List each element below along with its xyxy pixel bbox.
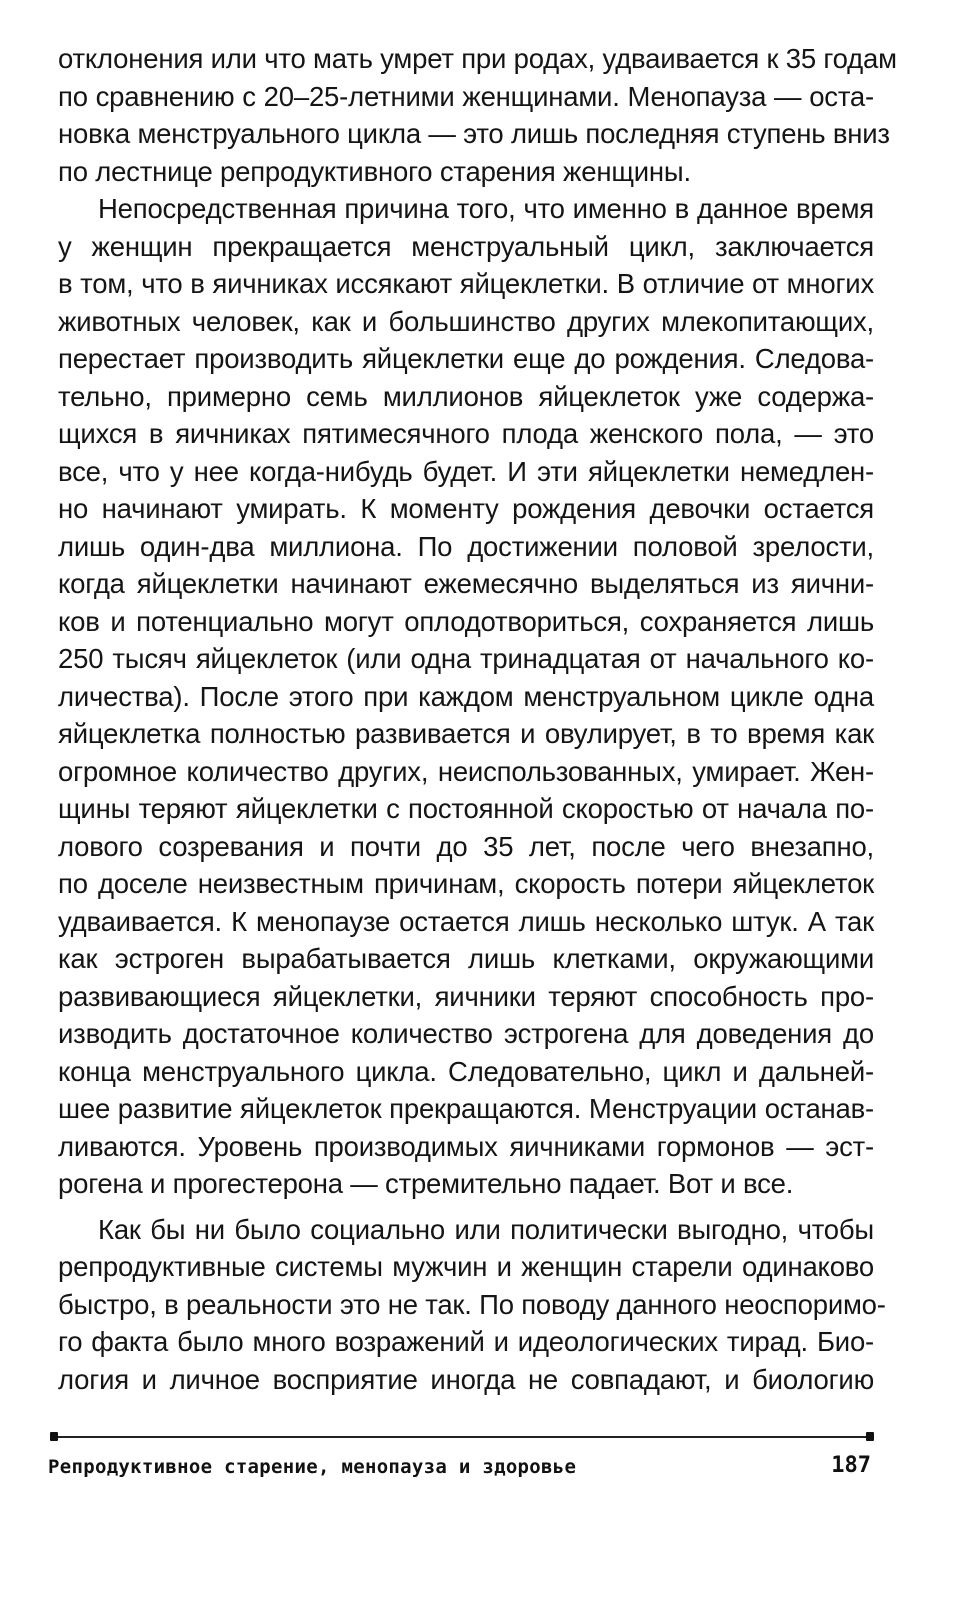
- page-number: 187: [831, 1453, 871, 1478]
- text-line: когда яйцеклетки начинают ежемесячно выделяться из яични-: [58, 568, 874, 599]
- text-line: щины теряют яйцеклетки с постоянной скоростью от начала по-: [58, 793, 874, 824]
- paragraph-start-line: Непосредственная причина того, что именно в данное время: [98, 193, 874, 224]
- text-line: тельно, примерно семь миллионов яйцеклеток уже содержа-: [58, 380, 874, 412]
- text-line: как эстроген вырабатывается лишь клетками, окружающими: [58, 943, 874, 974]
- running-footer-title: Репродуктивное старение, менопауза и здоровье: [48, 1456, 577, 1478]
- text-line: по доселе неизвестным причинам, скорость потери яйцеклеток: [58, 868, 874, 899]
- text-line: шее развитие яйцеклеток прекращаются. Менструации останав-: [58, 1093, 874, 1124]
- text-line: развивающиеся яйцеклетки, яичники теряют способность про-: [58, 980, 874, 1012]
- text-line: удваивается. К менопаузе остается лишь несколько штук. А так: [58, 905, 874, 937]
- text-line: все, что у нее когда-нибудь будет. И эти яйцеклетки немедлен-: [58, 455, 874, 487]
- text-line: перестает производить яйцеклетки еще до рождения. Следова-: [58, 343, 874, 374]
- text-line: новка менструального цикла — это лишь последняя ступень вниз: [58, 118, 890, 149]
- text-line: щихся в яичниках пятимесячного плода женского пола, — это: [58, 418, 874, 449]
- text-line: огромное количество других, неиспользованных, умирает. Жен-: [58, 755, 874, 787]
- text-line: репродуктивные системы мужчин и женщин старели одинаково: [58, 1251, 874, 1282]
- text-line: лишь один-два миллиона. По достижении половой зрелости,: [58, 530, 874, 562]
- footer-rule: [50, 1436, 872, 1438]
- text-line: го факта было много возражений и идеологических тирад. Био-: [58, 1326, 874, 1357]
- text-line: отклонения или что мать умрет при родах, удваивается к 35 годам: [58, 43, 897, 74]
- text-line: по лестнице репродуктивного старения женщины.: [58, 155, 691, 187]
- text-line: по сравнению с 20–25-летними женщинами. Менопауза — оста-: [58, 80, 874, 112]
- text-line: но начинают умирать. К моменту рождения девочки остается: [58, 493, 874, 524]
- text-line: ливаются. Уровень производимых яичниками гормонов — эст-: [58, 1130, 874, 1162]
- text-line: личества). После этого при каждом менструальном цикле одна: [58, 680, 874, 712]
- text-line: ков и потенциально могут оплодотвориться, сохраняется лишь: [58, 605, 874, 637]
- text-line: в том, что в яичниках иссякают яйцеклетки. В отличие от многих: [58, 268, 874, 299]
- text-line: конца менструального цикла. Следовательно, цикл и дальней-: [58, 1055, 874, 1087]
- rule-end-mark: [866, 1432, 874, 1441]
- text-line: быстро, в реальности это не так. По поводу данного неоспоримо-: [58, 1288, 886, 1320]
- text-line: рогена и прогестерона — стремительно падает. Вот и все.: [58, 1168, 794, 1199]
- rule-end-mark: [50, 1432, 58, 1441]
- body-text: [58, 40, 897, 1398]
- paragraph-start-line: Как бы ни было социально или политически выгодно, чтобы: [98, 1213, 874, 1245]
- text-line: логия и личное восприятие иногда не совпадают, и биологию: [58, 1363, 874, 1395]
- text-line: изводить достаточное количество эстрогена для доведения до: [58, 1018, 874, 1049]
- text-line: лового созревания и почти до 35 лет, после чего внезапно,: [58, 830, 874, 862]
- text-line: 250 тысяч яйцеклеток (или одна тринадцатая от начального ко-: [58, 643, 874, 674]
- paragraph-gap: [58, 1203, 874, 1211]
- text-line: яйцеклетка полностью развивается и овулирует, в то время как: [58, 718, 874, 749]
- text-line: у женщин прекращается менструальный цикл, заключается: [58, 230, 874, 262]
- text-line: животных человек, как и большинство других млекопитающих,: [58, 305, 874, 337]
